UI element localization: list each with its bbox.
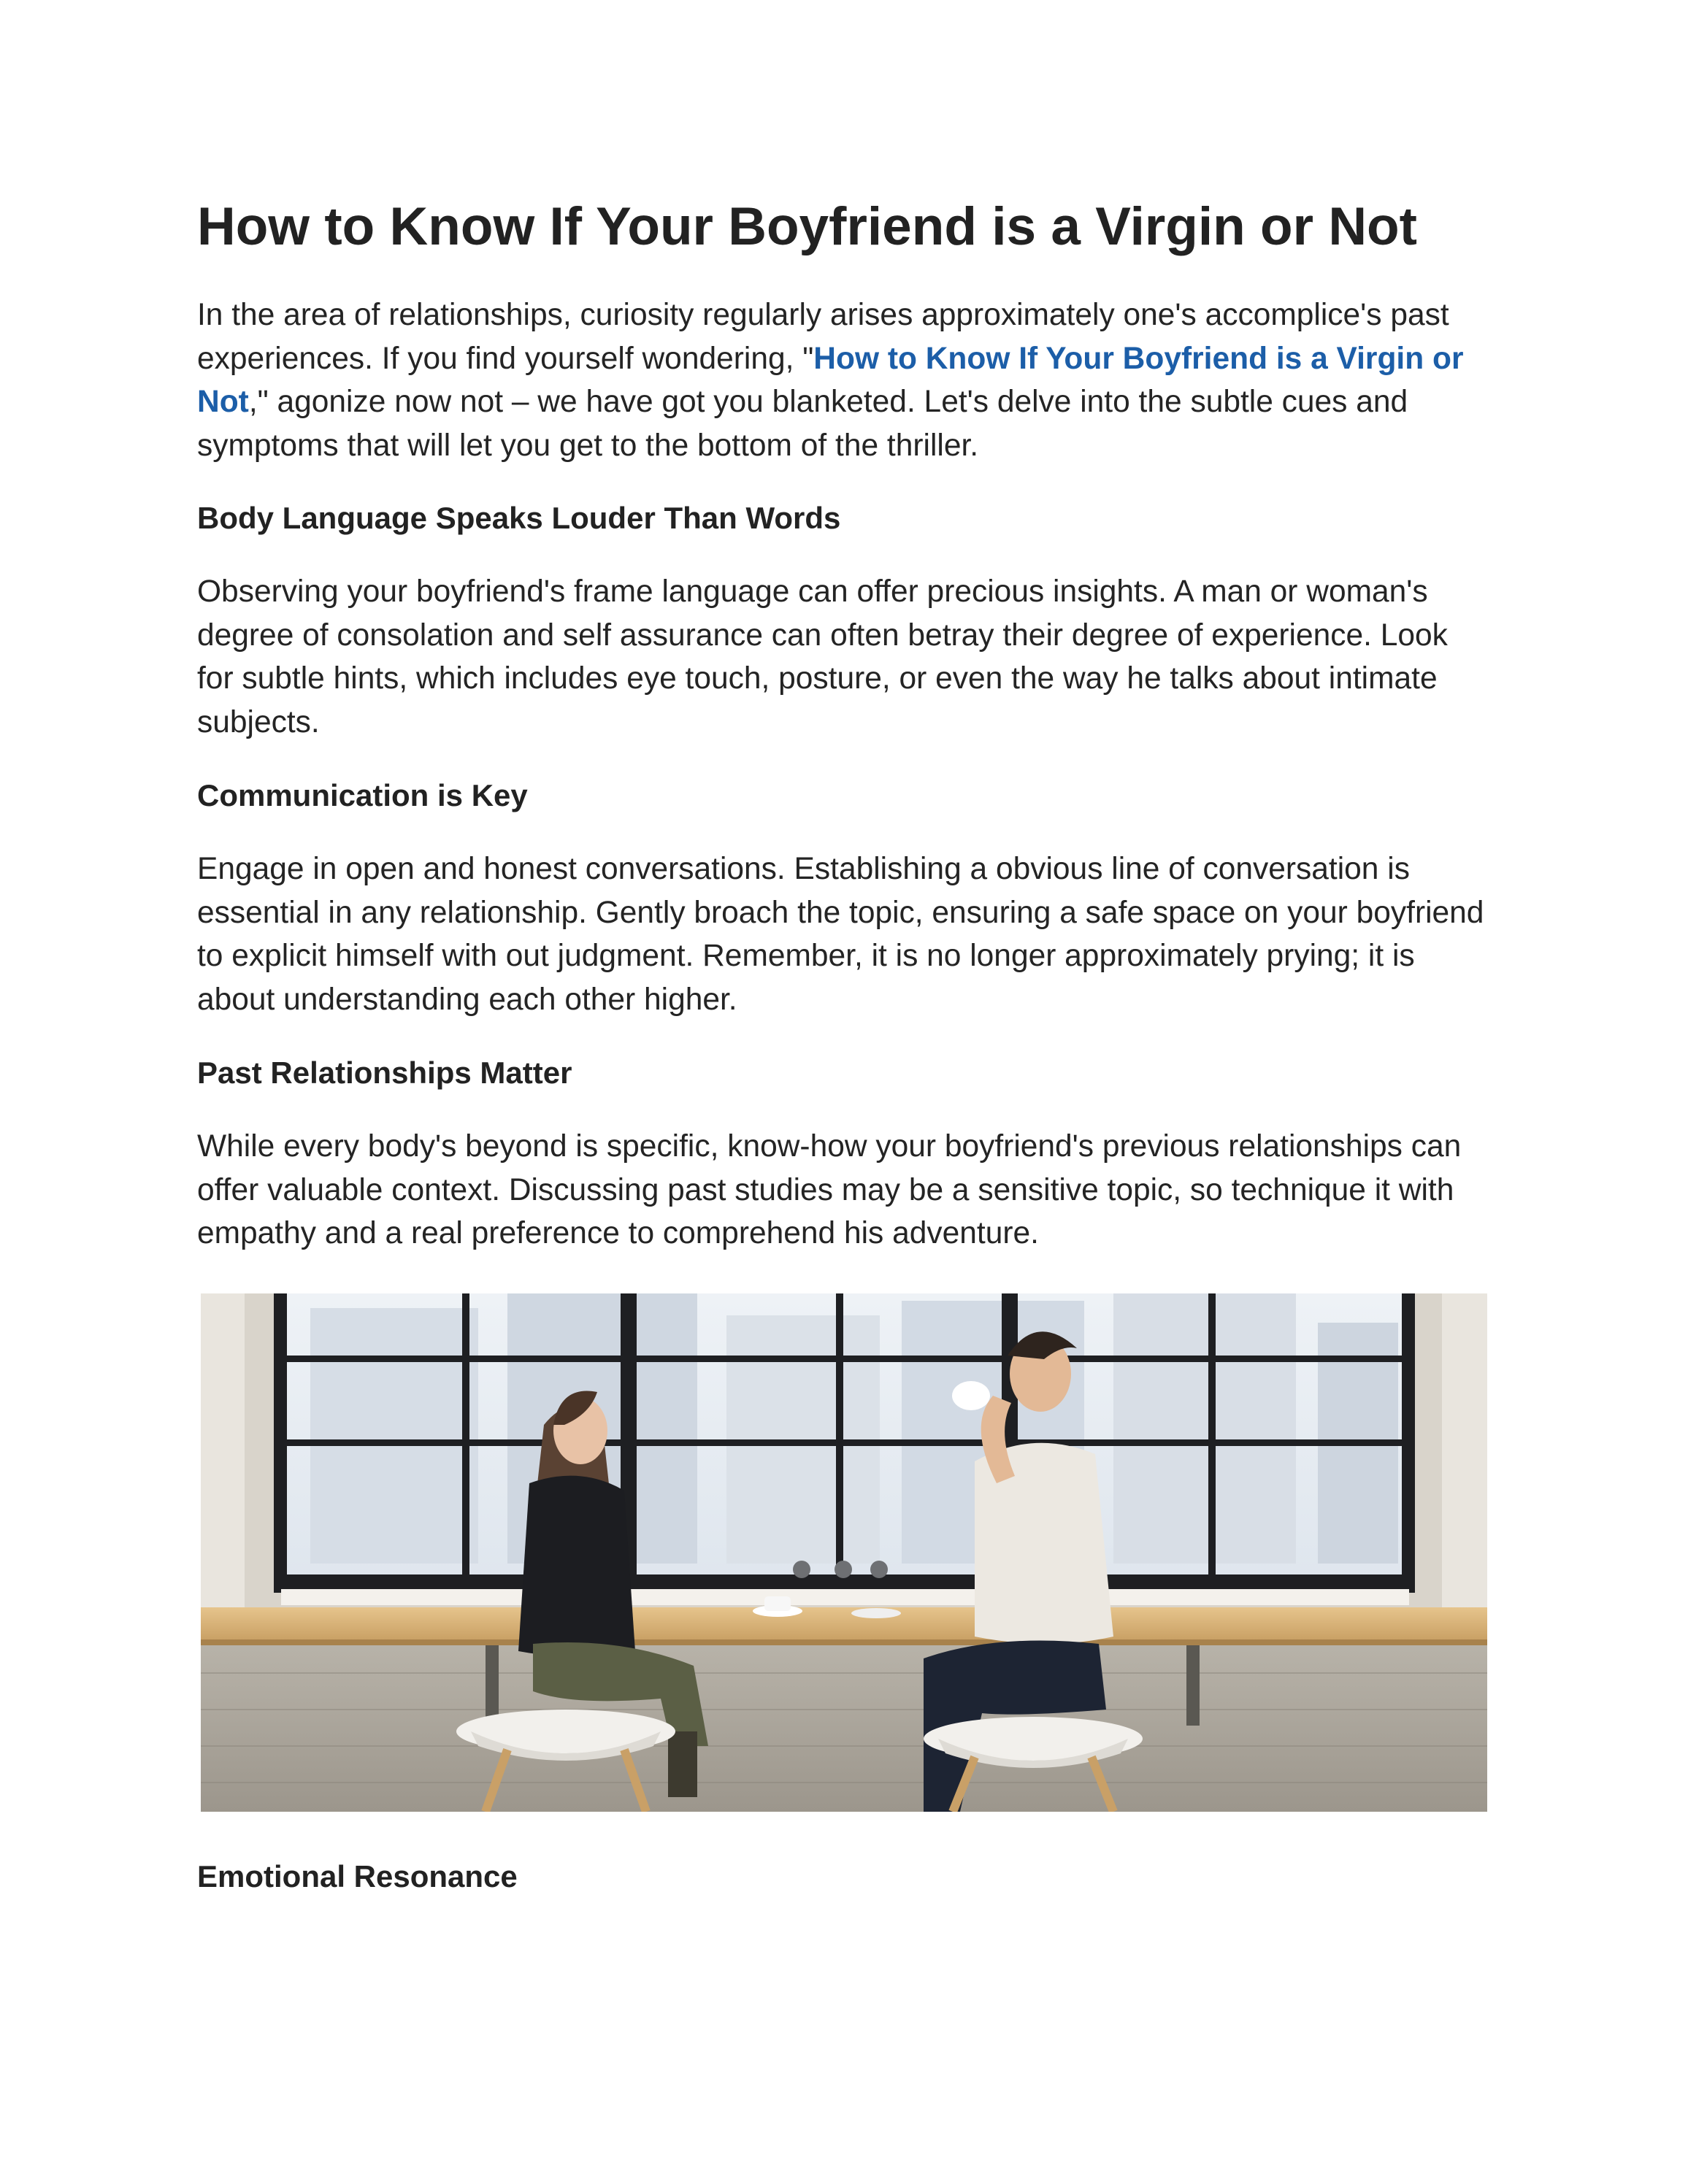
intro-text-start: In the area of relationships, curiosity regularly arises approximately one's accomplice's past experiences. If you find yourself wondering, ": [197, 298, 1449, 376]
section-heading-body-language: Body Language Speaks Louder Than Words: [197, 501, 841, 535]
section-body-communication: Engage in open and honest conversations. Establishing a obvious line of conversation is essential in any relationship. Gently broach the topic, ensuring a safe space on your boyfriend to explicit himself with out judgment. Remember, it is no longer approximately prying; it is about understanding each other higher.: [197, 852, 1484, 1017]
section-heading-communication: Communication is Key: [197, 778, 528, 812]
photo-illustration: [201, 1293, 1487, 1812]
section-body-body-language: Observing your boyfriend's frame language can offer precious insights. A man or woman's degree of consolation and self assurance can often betray their degree of experience. Look for subtle hints, which includes eye touch, posture, or even the way he talks about intimate subjects.: [197, 574, 1448, 739]
section-heading-past-relationships: Past Relationships Matter: [197, 1056, 572, 1090]
intro-text-end: ," agonize now not – we have got you blanketed. Let's delve into the subtle cues and symptoms that will let you get to the bottom of the thriller.: [197, 385, 1408, 463]
section-body-past-relationships: While every body's beyond is specific, know-how your boyfriend's previous relationships can offer valuable context. Discussing past studies may be a sensitive topic, so technique it with empathy and a real preference to comprehend his adventure.: [197, 1129, 1462, 1250]
section-heading-emotional-resonance: Emotional Resonance: [197, 1859, 518, 1893]
couple-cafe-photo: [201, 1293, 1487, 1812]
page-title: How to Know If Your Boyfriend is a Virgin or Not: [197, 197, 1417, 256]
article-title-link[interactable]: How to Know If Your Boyfriend is a Virgin or Not: [197, 341, 1464, 419]
intro-paragraph: [197, 293, 1489, 467]
